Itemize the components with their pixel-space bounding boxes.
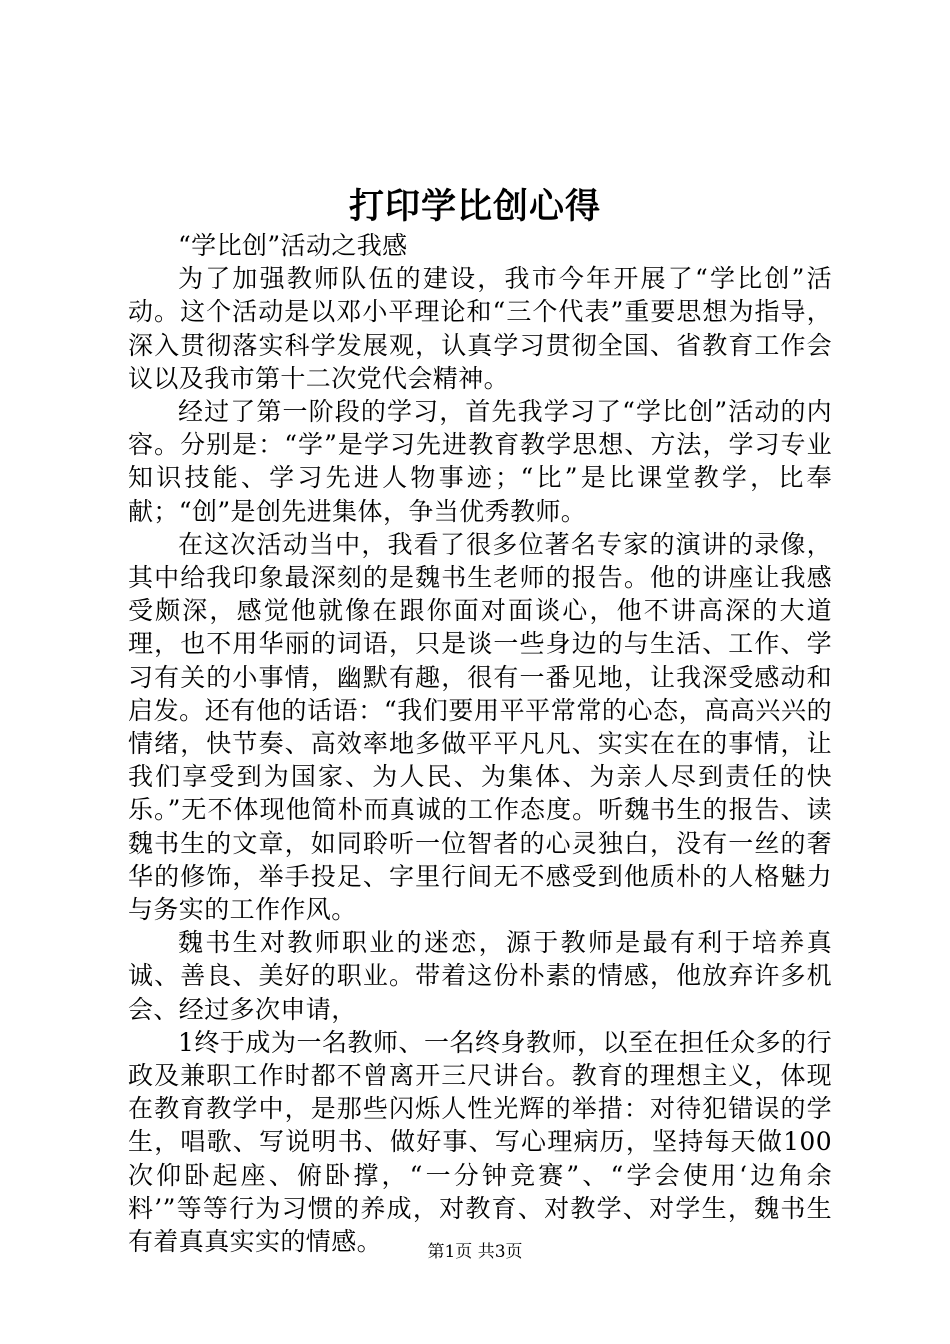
paragraph: 在这次活动当中，我看了很多位著名专家的演讲的录像，其中给我印象最深刻的是魏书生老师的报告。他的讲座让我感受颇深，感觉他就像在跟你面对面谈心，他不讲高深的大道理，也不用华丽的词语，只是谈一些身边的与生活、工作、学习有关的小事情，幽默有趣，很有一番见地，让我深受感动和启发。还有他的话语：“我们要用平平常常的心态，高高兴兴的情绪，快节奏、高效率地多做平平凡凡、实实在在的事情，让我们享受到为国家、为人民、为集体、为亲人尽到责任的快乐。”无不体现他简朴而真诚的工作态度。听魏书生的报告、读魏书生的文章，如同聆听一位智者的心灵独白，没有一丝的奢华的修饰，举手投足、字里行间无不感受到他质朴的人格魅力与务实的工作作风。: [128, 529, 832, 925]
document-body: [128, 229, 832, 1258]
paragraph: 为了加强教师队伍的建设，我市今年开展了“学比创”活动。这个活动是以邓小平理论和“三个代表”重要思想为指导，深入贯彻落实科学发展观，认真学习贯彻全国、省教育工作会议以及我市第十二次党代会精神。: [128, 264, 832, 393]
paragraph-subtitle: “学比创”活动之我感: [178, 231, 408, 260]
document-title: 打印学比创心得: [348, 186, 601, 227]
paragraph: 1终于成为一名教师、一名终身教师，以至在担任众多的行政及兼职工作时都不曾离开三尺讲台。教育的理想主义，体现在教育教学中，是那些闪烁人性光辉的举措：对待犯错误的学生，唱歌、写说明书、做好事、写心理病历，坚持每天做100次仰卧起座、俯卧撑，“一分钟竞赛”、“学会使用‘边角余料’”等等行为习惯的养成，对教育、对教学、对学生，魏书生有着真真实实的情感。: [128, 1027, 832, 1257]
paragraph: 魏书生对教师职业的迷恋，源于教师是最有利于培养真诚、善良、美好的职业。带着这份朴素的情感，他放弃许多机会、经过多次申请，: [128, 928, 832, 1024]
page-footer: 第1页 共3页: [427, 1242, 523, 1262]
paragraph: 经过了第一阶段的学习，首先我学习了“学比创”活动的内容。分别是：“学”是学习先进教育教学思想、方法，学习专业知识技能、学习先进人物事迹；“比”是比课堂教学，比奉献；“创”是创先进集体，争当优秀教师。: [128, 397, 832, 526]
